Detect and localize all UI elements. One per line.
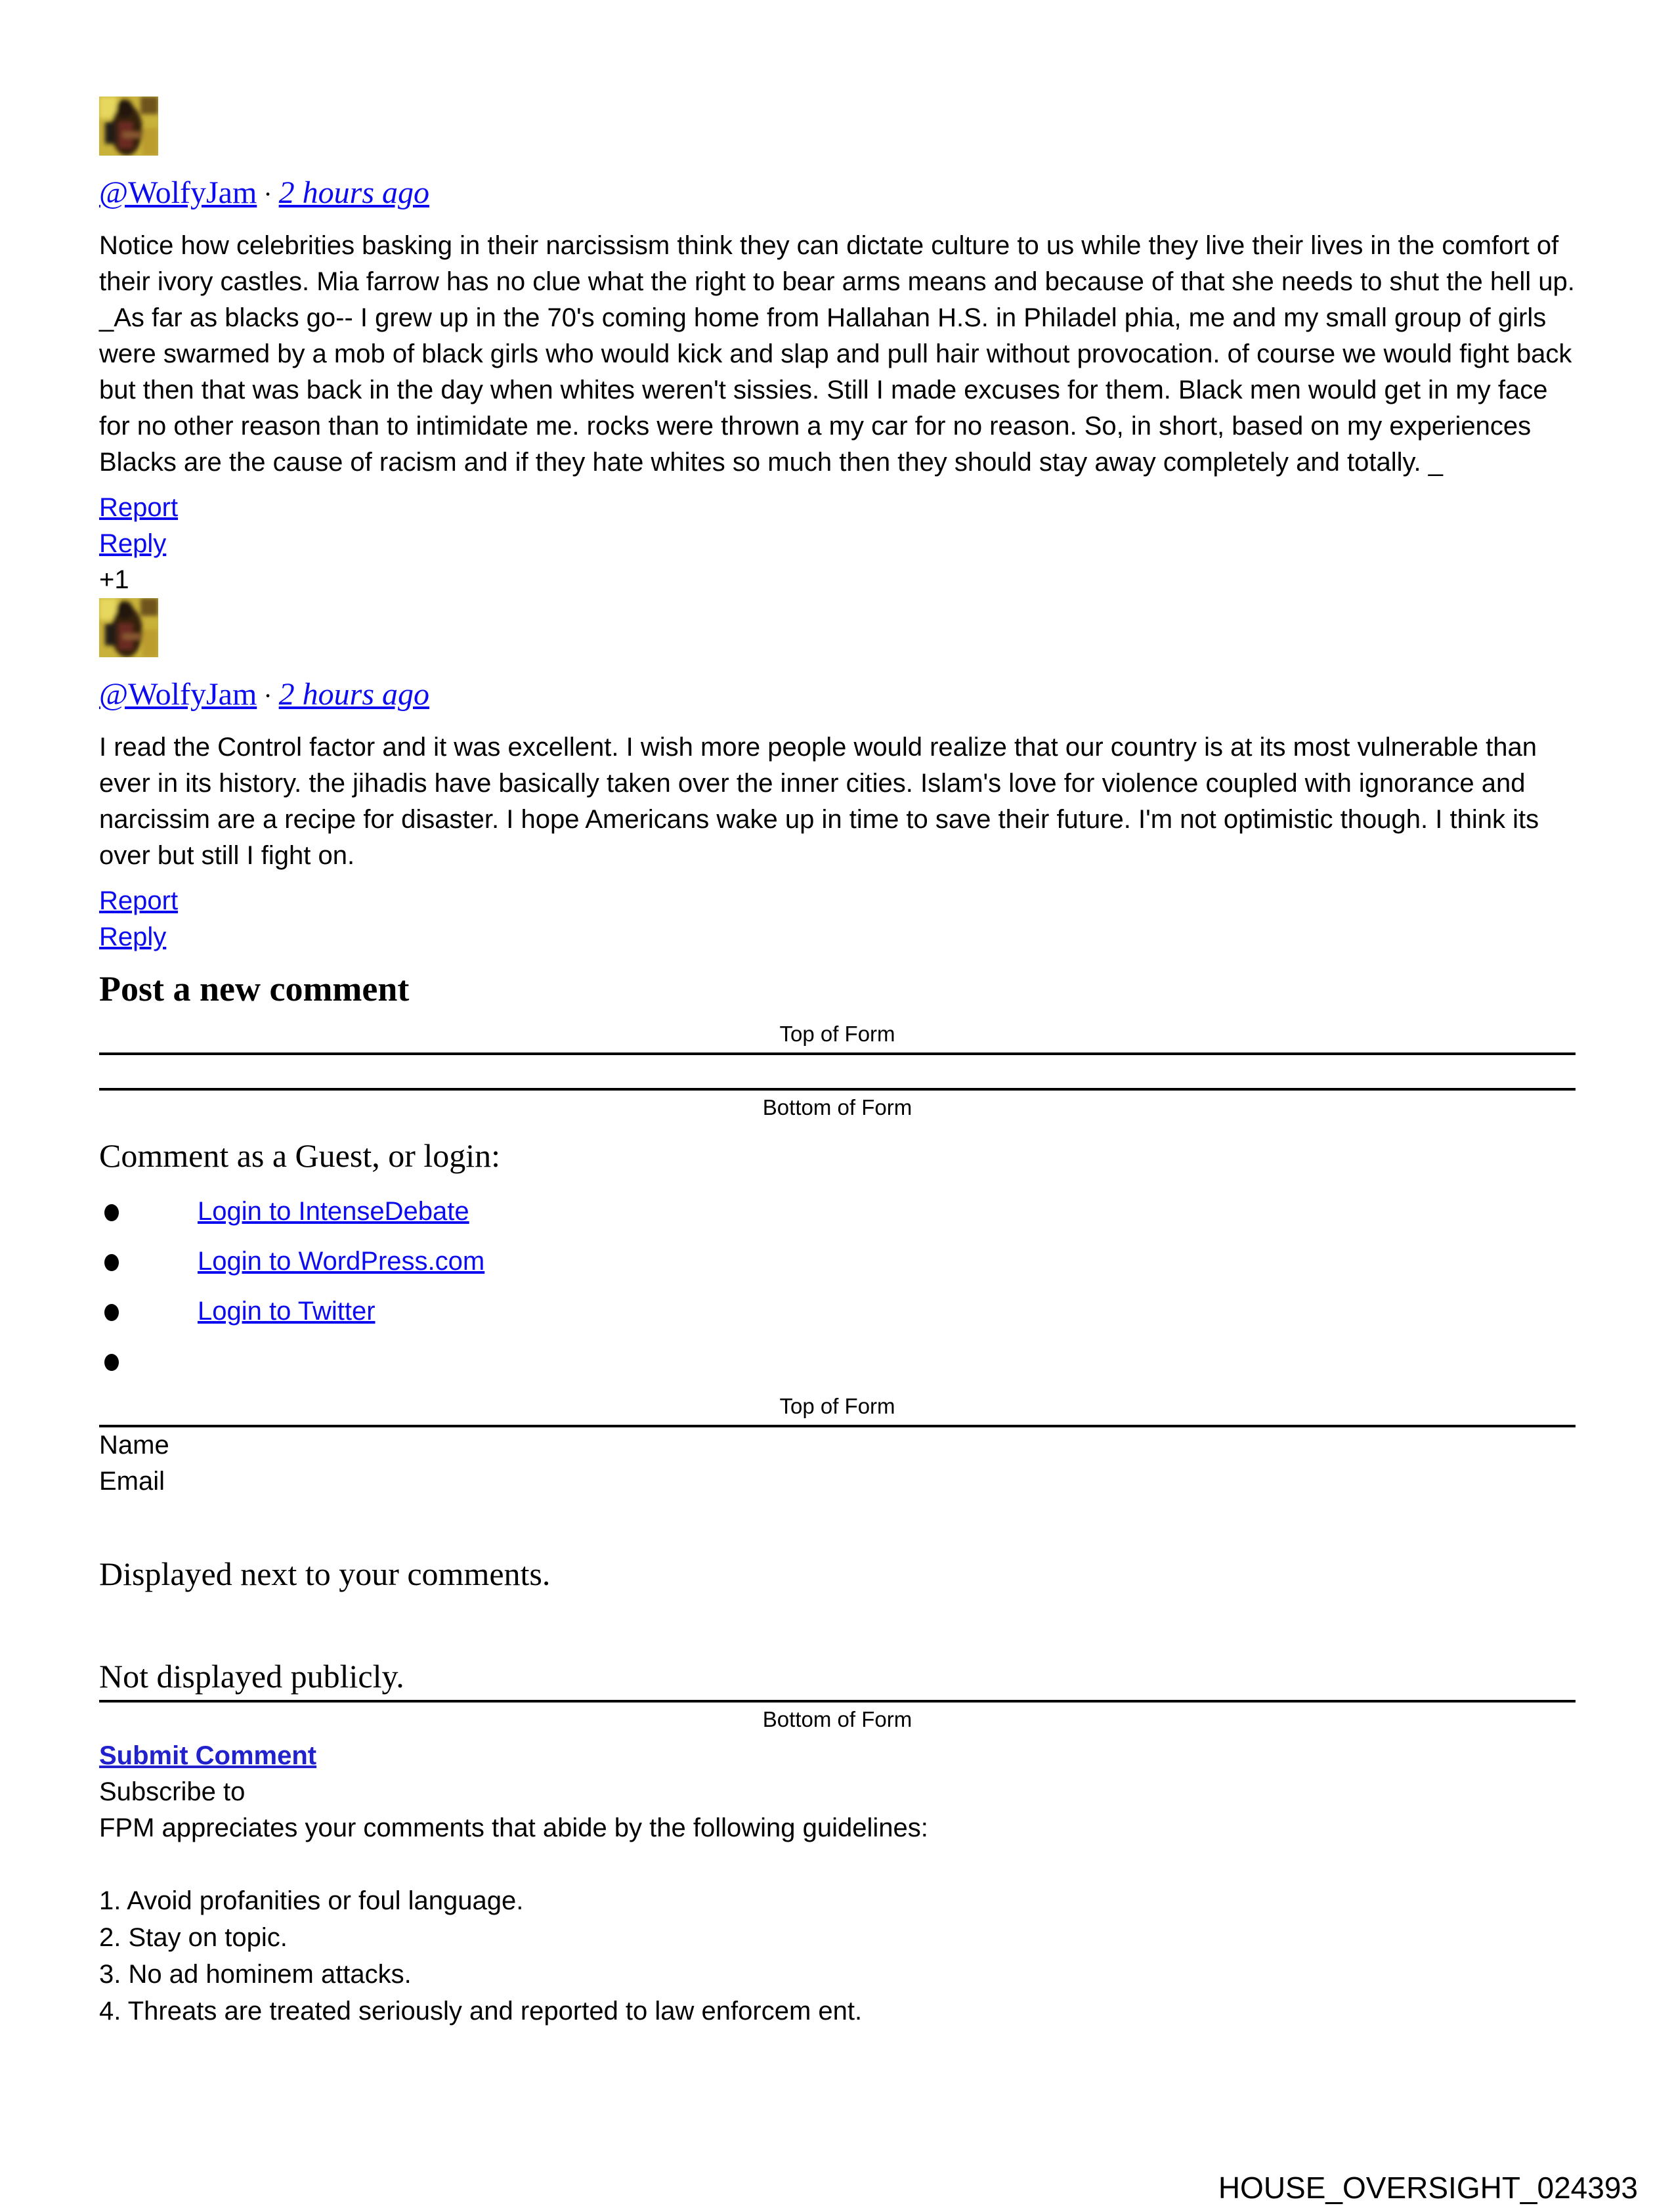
login-intensedebate-link[interactable]: Login to IntenseDebate — [198, 1197, 469, 1226]
form-divider — [99, 1088, 1576, 1091]
user-avatar — [99, 598, 158, 657]
meta-separator: · — [263, 179, 272, 209]
login-option — [99, 1293, 1576, 1330]
login-option — [99, 1194, 1576, 1230]
reply-link[interactable]: Reply — [99, 529, 167, 558]
guest-login-prompt: Comment as a Guest, or login: — [99, 1137, 501, 1174]
name-field-hint: Displayed next to your comments. — [99, 1555, 551, 1592]
comment-body: Notice how celebrities basking in their narcissism think they can dictate culture to us while they live their lives in the comfort of their ivory castles. Mia farrow has no clue what the right to bear arms means and because of that she needs to shut the hell up. _As far as blacks go-- I grew up in the 70's coming home from Hallahan H.S. in Philadel phia, me and my small group of girls were swarmed by a mob of black girls who would kick and slap and pull hair without provocation. of course we would fight back but then that was back in the day when whites weren't sissies. Still I made excuses for them. Black men would get in my face for no other reason than to intimidate me. rocks were thrown a my car for no reason. So, in short, based on my experiences Blacks are the cause of racism and if they hate whites so much then they should stay away completely and totally. _ — [99, 231, 1575, 477]
comment-actions — [99, 919, 1576, 955]
comment-timestamp-link[interactable]: 2 hours ago — [278, 175, 429, 210]
login-option-empty — [99, 1343, 1576, 1379]
comment-body: I read the Control factor and it was excellent. I wish more people would realize that our country is at its most vulnerable than ever in its history. the jihadis have basically taken over the inner cities. Islam's love for violence coupled with ignorance and narcissim are a recipe for disaster. I hope Americans wake up in time to save their future. I'm not optimistic though. I think its over but still I fight on. — [99, 733, 1539, 870]
login-twitter-link[interactable]: Login to Twitter — [198, 1297, 376, 1326]
comment-actions — [99, 526, 1576, 562]
comment-actions — [99, 883, 1576, 919]
login-wordpress-link[interactable]: Login to WordPress.com — [198, 1247, 485, 1276]
bottom-of-form-marker: Bottom of Form — [762, 1095, 912, 1119]
guideline-item: 4. Threats are treated seriously and reported to law enforcem ent. — [99, 1997, 863, 2026]
comment-actions — [99, 490, 1576, 526]
reply-link[interactable]: Reply — [99, 922, 167, 951]
subscribe-to-label[interactable]: Subscribe to — [99, 1777, 246, 1806]
email-field-hint: Not displayed publicly. — [99, 1658, 404, 1695]
post-new-comment-heading: Post a new comment — [99, 969, 410, 1008]
name-field-label[interactable]: Name — [99, 1431, 169, 1460]
guideline-item: 2. Stay on topic. — [99, 1923, 288, 1952]
bottom-of-form-marker: Bottom of Form — [762, 1707, 912, 1731]
guideline-item: 3. No ad hominem attacks. — [99, 1960, 412, 1989]
comment-meta — [99, 676, 1576, 715]
submit-comment-button[interactable]: Submit Comment — [99, 1741, 317, 1770]
form-divider — [99, 1052, 1576, 1055]
top-of-form-marker: Top of Form — [779, 1022, 895, 1046]
guidelines-list — [99, 1882, 1576, 2029]
user-avatar — [99, 97, 158, 156]
comment-author-link[interactable]: @WolfyJam — [99, 175, 257, 210]
comment-author-link[interactable]: @WolfyJam — [99, 677, 257, 712]
comment-timestamp-link[interactable]: 2 hours ago — [278, 677, 429, 712]
report-link[interactable]: Report — [99, 886, 179, 915]
login-options-list — [99, 1194, 1576, 1379]
vote-count: +1 — [99, 565, 129, 594]
login-option — [99, 1244, 1576, 1280]
guidelines-intro: FPM appreciates your comments that abide by the following guidelines: — [99, 1813, 928, 1842]
email-field-label[interactable]: Email — [99, 1467, 165, 1496]
meta-separator: · — [263, 681, 272, 710]
comment-meta — [99, 174, 1576, 213]
report-link[interactable]: Report — [99, 493, 179, 522]
form-divider — [99, 1700, 1576, 1702]
guideline-item: 1. Avoid profanities or foul language. — [99, 1886, 524, 1915]
top-of-form-marker: Top of Form — [779, 1394, 895, 1418]
bates-number: HOUSE_OVERSIGHT_024393 — [1218, 2171, 1638, 2205]
